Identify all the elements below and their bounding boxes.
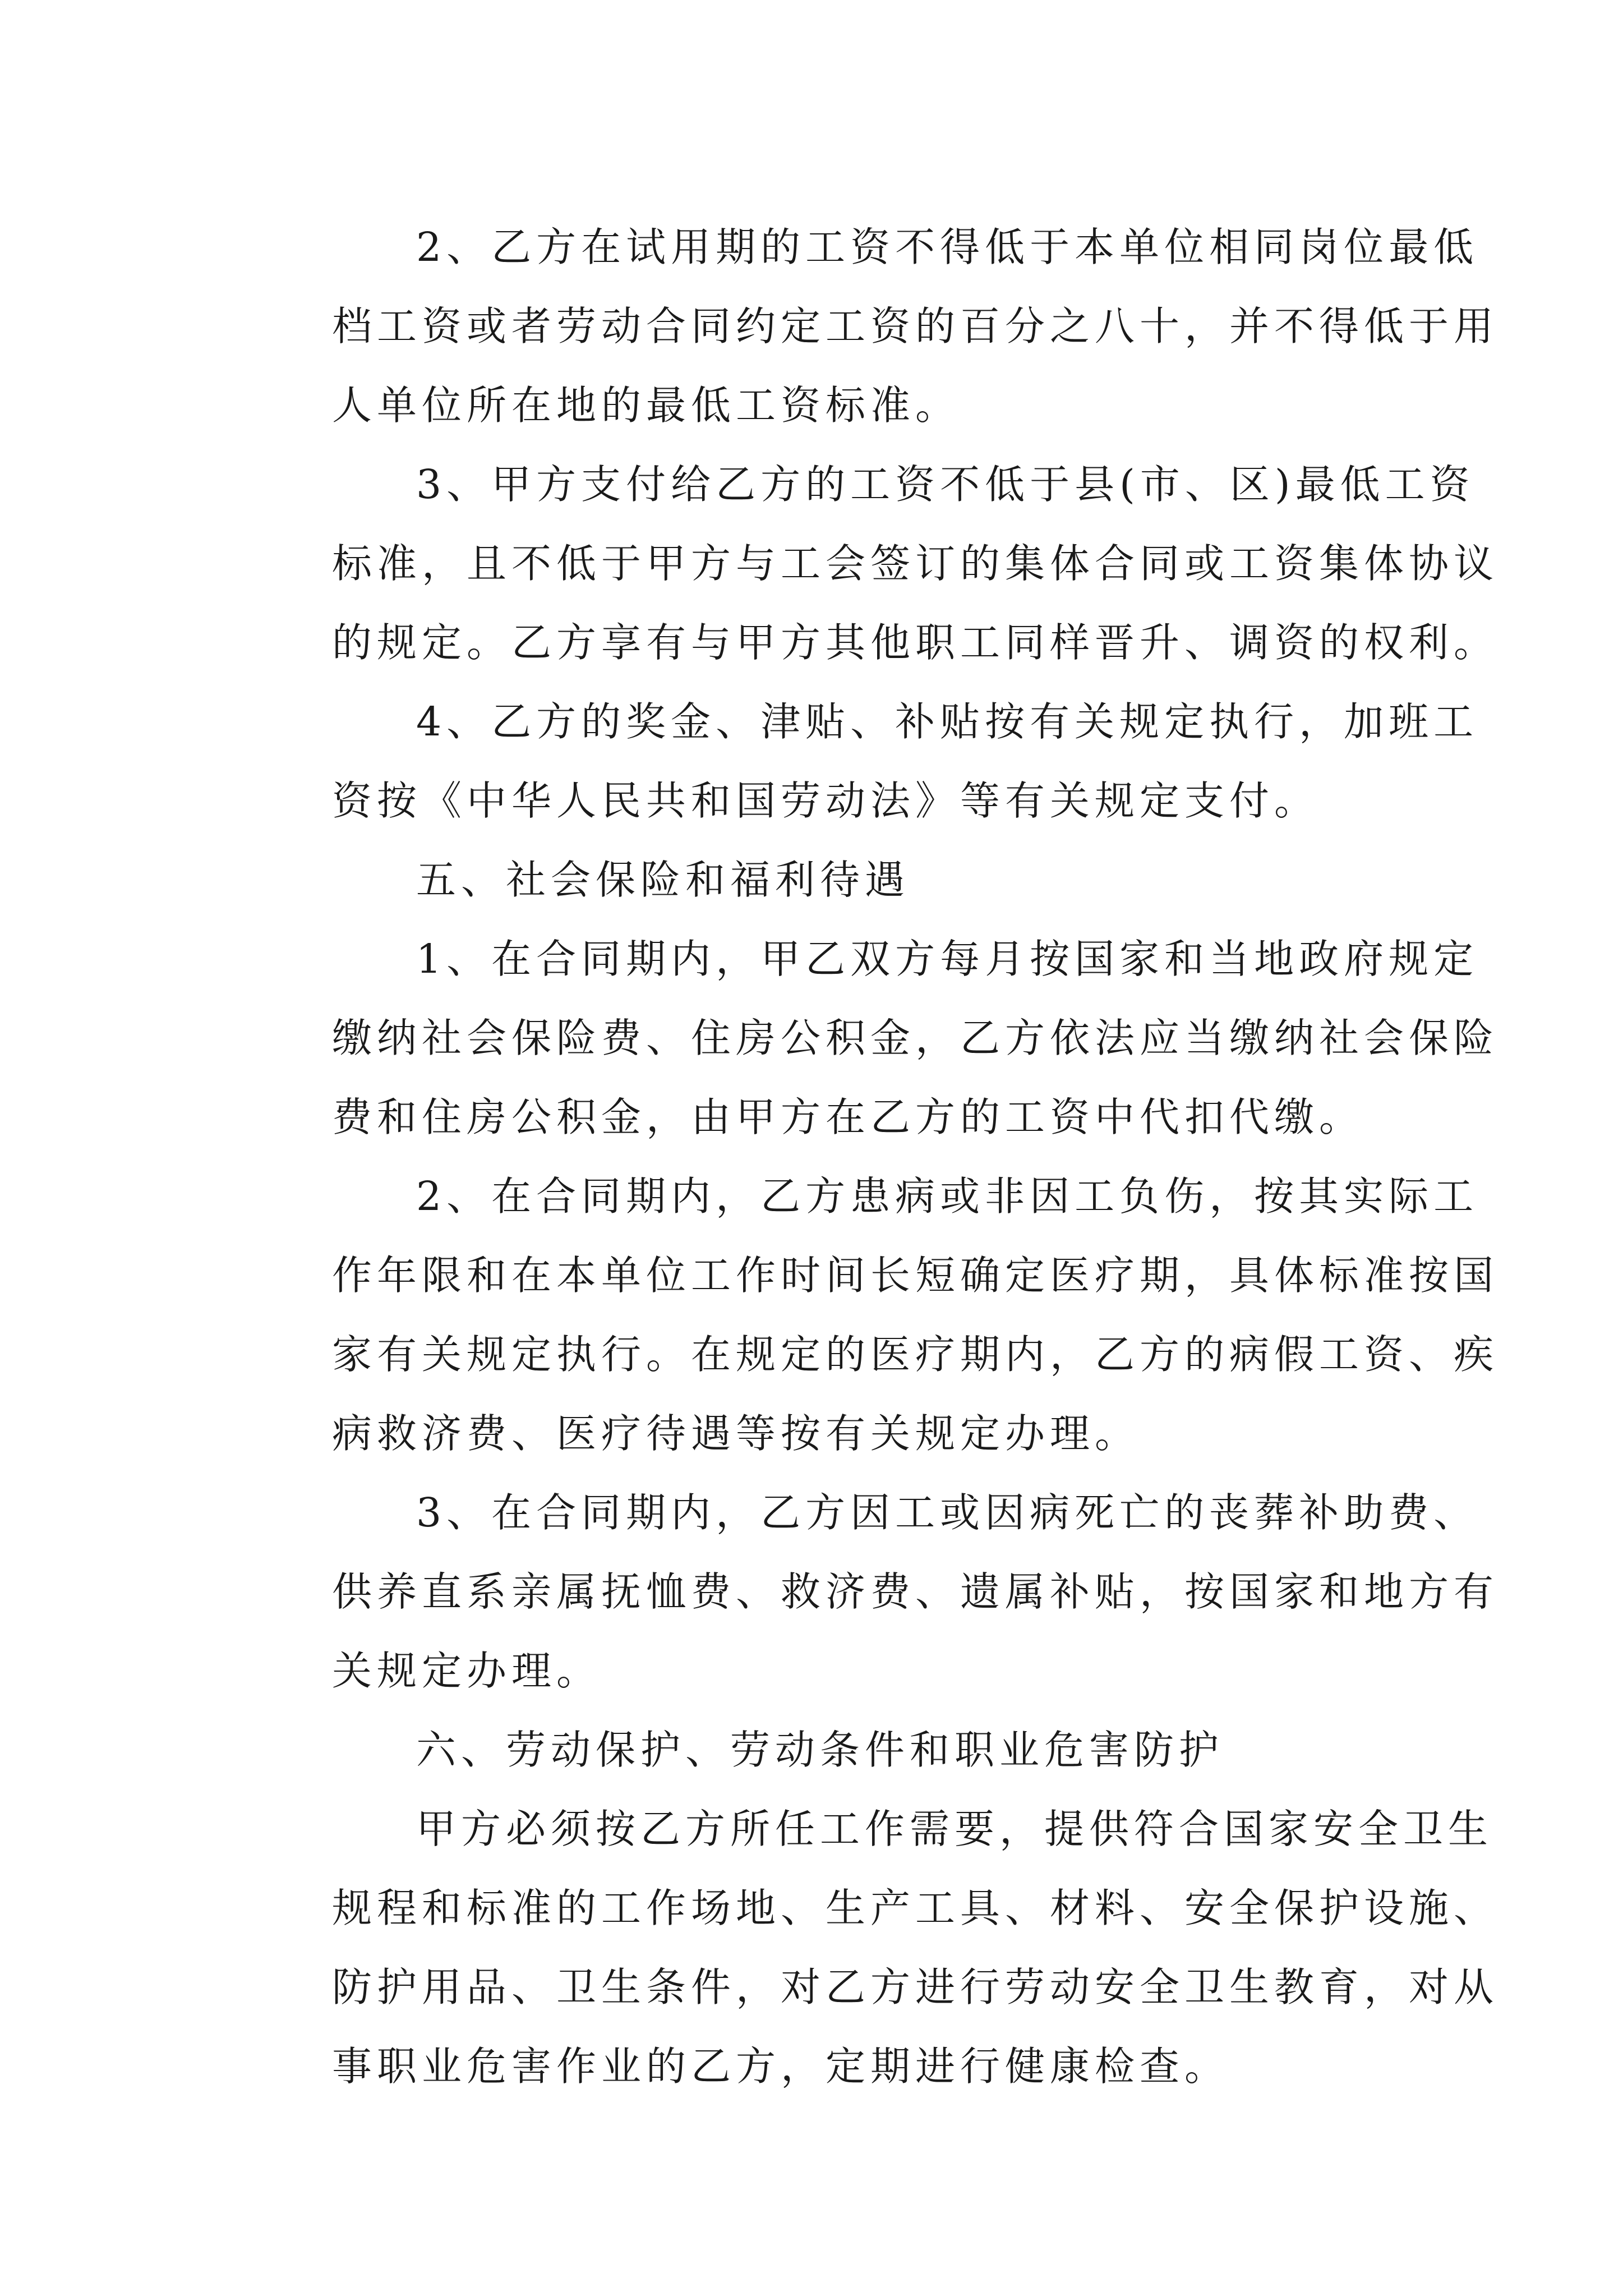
text-line: 缴纳社会保险费、住房公积金，乙方依法应当缴纳社会保险 [332, 1015, 1499, 1061]
text-line: 家有关规定执行。在规定的医疗期内，乙方的病假工资、疾 [332, 1331, 1499, 1378]
section-heading: 六、劳动保护、劳动条件和职业危害防护 [416, 1727, 1224, 1773]
text-line: 防护用品、卫生条件，对乙方进行劳动安全卫生教育，对从 [332, 1964, 1499, 2010]
text-line: 资按《中华人民共和国劳动法》等有关规定支付。 [332, 777, 1320, 824]
text-line: 标准，且不低于甲方与工会签订的集体合同或工资集体协议 [332, 540, 1499, 587]
text-line: 4、乙方的奖金、津贴、补贴按有关规定执行，加班工 [416, 698, 1479, 745]
text-line: 档工资或者劳动合同约定工资的百分之八十，并不得低于用 [332, 303, 1499, 349]
text-line: 3、甲方支付给乙方的工资不低于县(市、区)最低工资 [416, 461, 1475, 508]
paragraph-death-benefits [252, 1473, 1499, 1710]
text-line: 病救济费、医疗待遇等按有关规定办理。 [332, 1410, 1140, 1457]
paragraph-insurance-contribution [252, 919, 1499, 1157]
text-line: 人单位所在地的最低工资标准。 [332, 382, 961, 429]
text-line: 事职业危害作业的乙方，定期进行健康检查。 [332, 2043, 1230, 2090]
text-line: 的规定。乙方享有与甲方其他职工同样晋升、调资的权利。 [332, 619, 1499, 666]
text-line: 2、乙方在试用期的工资不得低于本单位相同岗位最低 [416, 224, 1479, 270]
text-line: 作年限和在本单位工作时间长短确定医疗期，具体标准按国 [332, 1252, 1499, 1299]
paragraph-probation-wage [252, 208, 1499, 445]
section-heading: 五、社会保险和福利待遇 [416, 857, 910, 903]
text-line: 2、在合同期内，乙方患病或非因工负伤，按其实际工 [416, 1173, 1479, 1220]
paragraph-safety-conditions [252, 1789, 1499, 2106]
section-heading-labor-protection [252, 1710, 1408, 1789]
text-line: 规程和标准的工作场地、生产工具、材料、安全保护设施、 [332, 1885, 1499, 1931]
text-line: 关规定办理。 [332, 1648, 602, 1694]
document-body [252, 208, 1499, 2106]
section-heading-social-insurance [252, 840, 1408, 919]
text-line: 费和住房公积金，由甲方在乙方的工资中代扣代缴。 [332, 1094, 1364, 1140]
text-line: 甲方必须按乙方所任工作需要，提供符合国家安全卫生 [416, 1806, 1493, 1852]
paragraph-sick-leave [252, 1157, 1499, 1473]
paragraph-bonus-overtime [252, 682, 1479, 840]
text-line: 供养直系亲属抚恤费、救济费、遗属补贴，按国家和地方有 [332, 1568, 1499, 1615]
text-line: 1、在合同期内，甲乙双方每月按国家和当地政府规定 [416, 936, 1479, 982]
paragraph-minimum-wage [252, 445, 1499, 682]
text-line: 3、在合同期内，乙方因工或因病死亡的丧葬补助费、 [416, 1489, 1479, 1536]
